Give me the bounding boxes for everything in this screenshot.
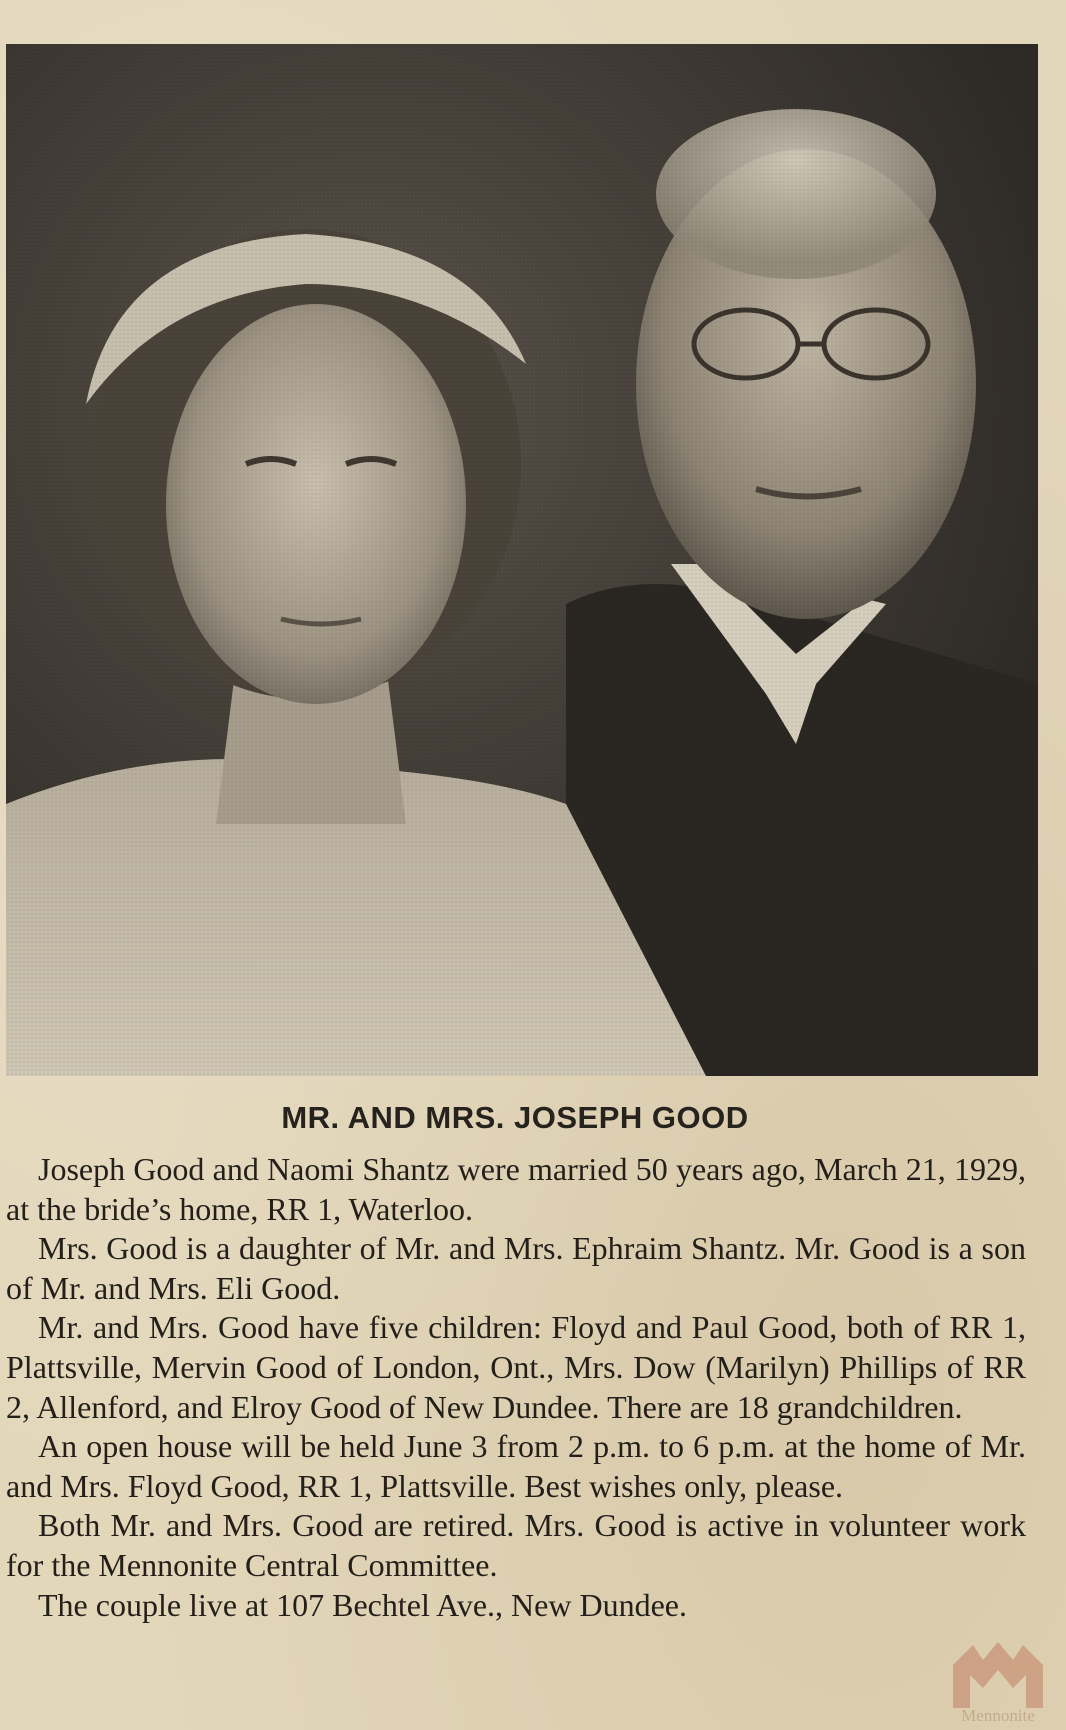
photo-caption: MR. AND MRS. JOSEPH GOOD	[281, 1100, 749, 1135]
article-paragraph: Mr. and Mrs. Good have five children: Floyd and Paul Good, both of RR 1, Plattsville, Mervin Good of London, Ont., Mrs. Dow (Marilyn) Phillips of RR 2, Allenford, and Elroy Good of New Dundee. There are 18 grandchildren.	[6, 1309, 1026, 1425]
mennonite-archive-watermark	[938, 1640, 1058, 1725]
article-body	[6, 1150, 1026, 1625]
article-paragraph: Joseph Good and Naomi Shantz were married 50 years ago, March 21, 1929, at the bride’s home, RR 1, Waterloo.	[6, 1151, 1026, 1227]
article-paragraph: Both Mr. and Mrs. Good are retired. Mrs. Good is active in volunteer work for the Mennonite Central Committee.	[6, 1507, 1026, 1583]
watermark-text: Mennonite	[961, 1706, 1035, 1725]
article-paragraph: The couple live at 107 Bechtel Ave., New Dundee.	[38, 1586, 687, 1623]
article-paragraph: Mrs. Good is a daughter of Mr. and Mrs. Ephraim Shantz. Mr. Good is a son of Mr. and Mrs. Eli Good.	[6, 1230, 1026, 1306]
archive-logo-icon	[938, 1640, 1058, 1710]
couple-portrait-photo	[6, 44, 1038, 1076]
article-paragraph: An open house will be held June 3 from 2 p.m. to 6 p.m. at the home of Mr. and Mrs. Floyd Good, RR 1, Plattsville. Best wishes only, please.	[6, 1428, 1026, 1504]
